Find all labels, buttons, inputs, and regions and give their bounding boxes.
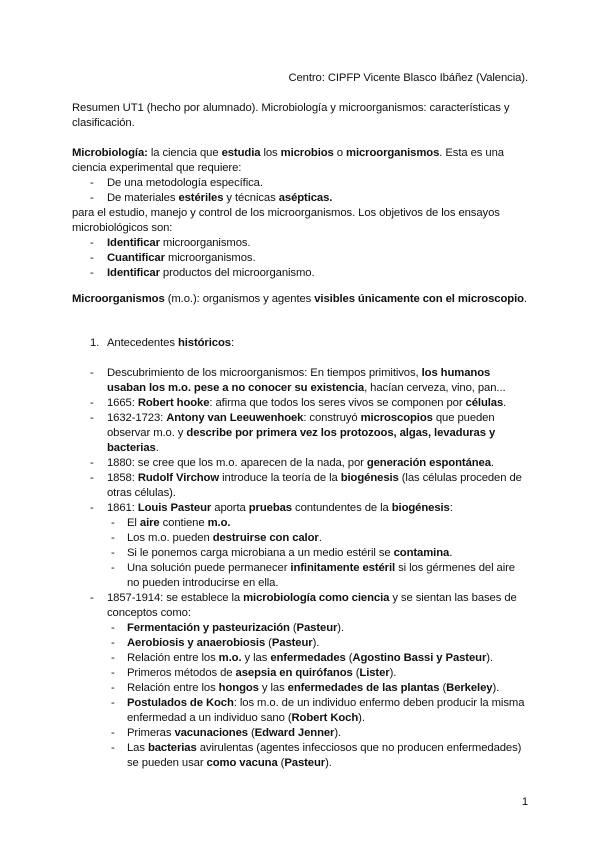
- list-item: - Primeros métodos de asepsia en quirófanos (Lister).: [107, 666, 528, 681]
- microbiologia-section: [72, 146, 528, 281]
- list-item: - Una solución puede permanecer infinitamente estéril si los gérmenes del aire no pueden introducirse en ella.: [107, 561, 528, 591]
- microbiologia-definition: Microbiología: la ciencia que estudia los microbios o microorganismos. Esta es una ciencia experimental que requiere:: [72, 147, 504, 174]
- pasteur-proofs-list: [107, 516, 528, 591]
- list-item: - Los m.o. pueden destruirse con calor.: [107, 531, 528, 546]
- list-item: - Cuantificar microorganismos.: [72, 251, 528, 266]
- requirements-list: [72, 176, 528, 206]
- microorganismos-definition: Microorganismos (m.o.): organismos y agentes visibles únicamente con el microscopio.: [72, 293, 527, 305]
- list-item: - Identificar microorganismos.: [72, 236, 528, 251]
- list-item: - 1880: se cree que los m.o. aparecen de la nada, por generación espontánea.: [72, 456, 528, 471]
- objectives-intro: para el estudio, manejo y control de los microorganismos. Los objetivos de los ensayos microbiológicos son:: [72, 207, 500, 234]
- list-item: - 1632-1723: Antony van Leeuwenhoek: construyó microscopios que pueden observar m.o. y describe por primera vez los protozoos, algas, levaduras y bacterias.: [72, 411, 528, 456]
- list-item: - De una metodología específica.: [72, 176, 528, 191]
- list-item: - 1861: Louis Pasteur aporta pruebas contundentes de la biogénesis: - El aire contiene m.o. - Los m.o. pueden destruirse con calor. - Si le ponemos carga microbiana a un medio estéril se contamina. - Una solución puede permanecer infinitamente estéril si los gérmenes del aire no pueden introducirse en ella.: [72, 501, 528, 591]
- list-item: - Aerobiosis y anaerobiosis (Pasteur).: [107, 636, 528, 651]
- list-item: - 1857-1914: se establece la microbiología como ciencia y se sientan las bases de conceptos como: - Fermentación y pasteurización (Pasteur). - Aerobiosis y anaerobiosis (Pasteur). - Relación entre los m.o. y las enfermedades (Agostino Bassi y Pasteur). - Primeros métodos de asepsia en quirófanos (Lister). - Relación entre los hongos y las enfermedades de las plantas (Berkeley). - Postulados de Koch: los m.o. de un individuo enfermo deben producir la misma enfermedad a un individuo sano (Robert Koch). - Primeras vacunaciones (Edward Jenner). - Las bacterias avirulentas (agentes infecciosos que no producen enfermedades) se pueden usar como vacuna (Pasteur).: [72, 591, 528, 771]
- page-number: 1: [521, 796, 528, 808]
- list-item: - Primeras vacunaciones (Edward Jenner).: [107, 726, 528, 741]
- list-item: - Fermentación y pasteurización (Pasteur).: [107, 621, 528, 636]
- section-heading-antecedentes: 1. Antecedentes históricos:: [90, 337, 234, 349]
- list-item: - El aire contiene m.o.: [107, 516, 528, 531]
- list-item: - Postulados de Koch: los m.o. de un individuo enfermo deben producir la misma enfermedad a un individuo sano (Robert Koch).: [107, 696, 528, 726]
- list-item: - Identificar productos del microorganismo.: [72, 266, 528, 281]
- list-item: - Si le ponemos carga microbiana a un medio estéril se contamina.: [107, 546, 528, 561]
- list-item: - 1665: Robert hooke: afirma que todos los seres vivos se componen por células.: [72, 396, 528, 411]
- objectives-list: [72, 236, 528, 281]
- list-item: - Relación entre los hongos y las enfermedades de las plantas (Berkeley).: [107, 681, 528, 696]
- list-item: - 1858: Rudolf Virchow introduce la teoría de la biogénesis (las células proceden de otras células).: [72, 471, 528, 501]
- list-item: - Relación entre los m.o. y las enfermedades (Agostino Bassi y Pasteur).: [107, 651, 528, 666]
- history-list: [72, 366, 528, 771]
- list-item: - Las bacterias avirulentas (agentes infecciosos que no producen enfermedades) se pueden usar como vacuna (Pasteur).: [107, 741, 528, 771]
- concepts-list: [107, 621, 528, 771]
- list-item: - De materiales estériles y técnicas asépticas.: [72, 191, 528, 206]
- summary-line: Resumen UT1 (hecho por alumnado). Microbiología y microorganismos: características y clasificación.: [72, 102, 510, 129]
- center-header: Centro: CIPFP Vicente Blasco Ibáñez (Valencia).: [288, 72, 528, 84]
- list-item: - Descubrimiento de los microorganismos: En tiempos primitivos, los humanos usaban los m.o. pese a no conocer su existencia, hacían cerveza, vino, pan...: [72, 366, 528, 396]
